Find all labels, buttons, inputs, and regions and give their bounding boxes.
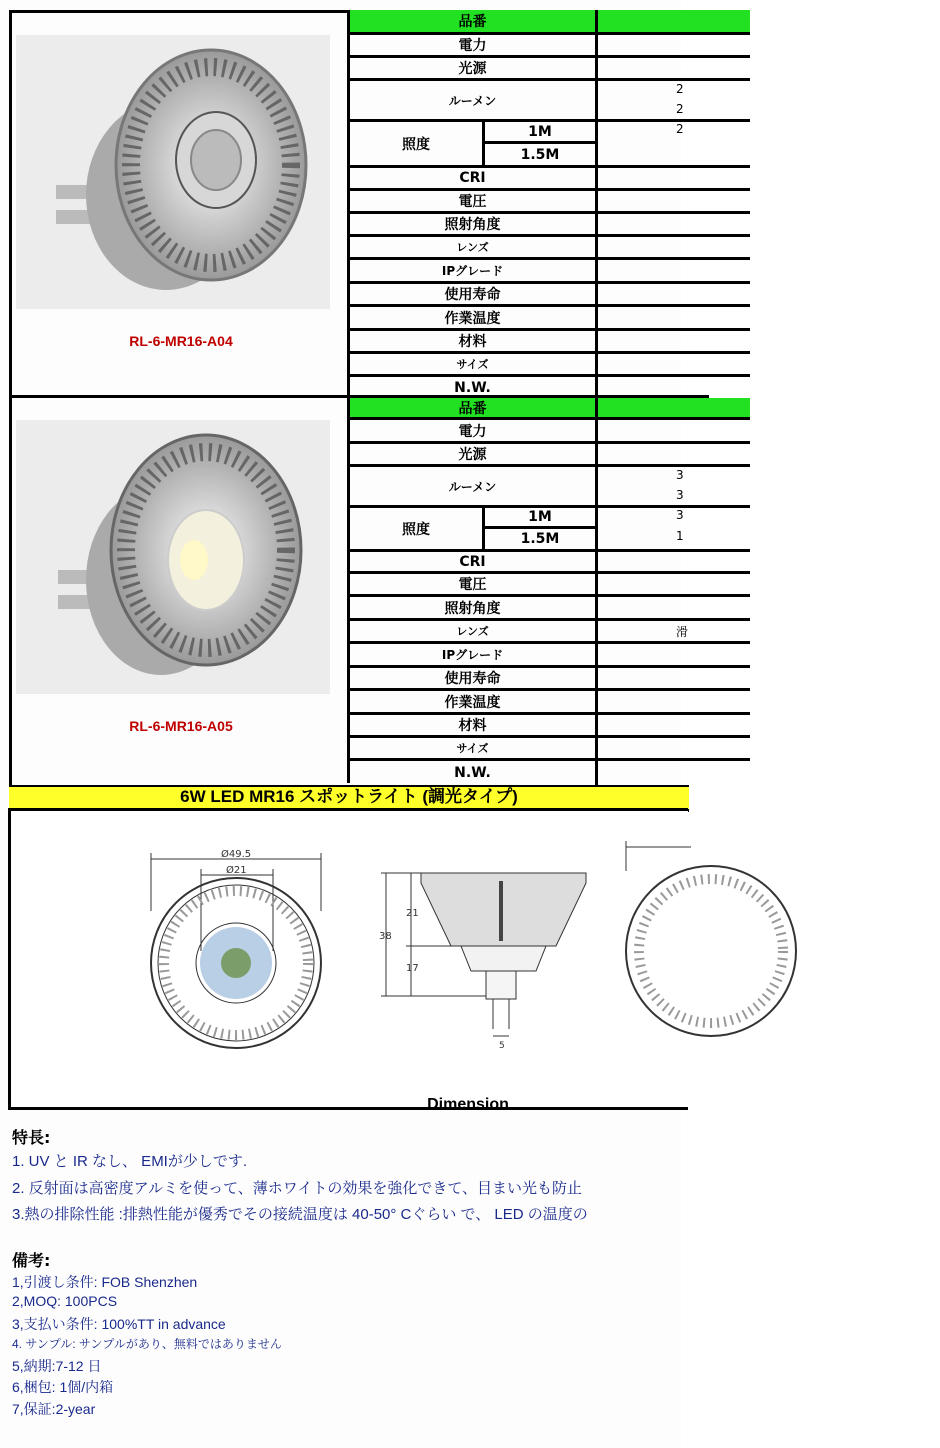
spec-row-size: サイズ [350,738,750,761]
spec-row-size: サイズ [350,354,750,377]
spec-row-material: 材料 [350,715,750,738]
spec-row-cri: CRI [350,552,750,574]
spec-row-operating-temp: 作業温度 [350,307,750,331]
spec-row-lifetime: 使用寿命 [350,284,750,307]
dimension-drawing [11,811,691,1111]
product-section-2 [9,398,709,785]
spec-row-nw: N.W. [350,377,750,398]
product-model-label: RL-6-MR16-A04 [129,333,233,349]
remark-item: 7,保証:2-year [12,1401,96,1417]
remark-item: 3,支払い条件: 100%TT in advance [12,1316,226,1332]
product-photo-cell [12,13,350,398]
remark-item: 5,納期:7-12 日 [12,1358,102,1374]
spec-row-voltage: 電圧 [350,574,750,597]
dim-bottom-height: 17 [406,963,419,974]
spec-row-illuminance: 照度 1M 1.5M 3 1 [350,508,750,552]
remark-item: 1,引渡し条件: FOB Shenzhen [12,1274,198,1290]
remark-item: 6,梱包: 1個/内箱 [12,1379,114,1395]
spec-row-lifetime: 使用寿命 [350,668,750,691]
spec-row-part-no: 品番 [350,398,750,420]
dimension-label: Dimension [427,1096,509,1113]
features-heading: 特長: [12,1128,51,1147]
spec-row-lumen: ルーメン 2 2 [350,81,750,122]
spec-row-nw: N.W. [350,761,750,785]
product-banner: 6W LED MR16 スポットライト (調光タイプ) [9,785,689,812]
spec-row-light-source: 光源 [350,58,750,81]
spec-row-lumen: ルーメン 3 3 [350,467,750,508]
spec-row-power: 電力 [350,35,750,58]
product-section-1 [9,10,709,398]
dim-inner-diameter: Ø21 [226,865,247,876]
spec-row-ip-grade: IPグレード [350,260,750,284]
spec-row-beam-angle: 照射角度 [350,214,750,237]
remarks-heading: 備考: [12,1251,51,1270]
product-model-label: RL-6-MR16-A05 [129,718,233,734]
dim-top-height: 21 [406,908,419,919]
product-photo-cell [12,398,350,783]
spec-row-operating-temp: 作業温度 [350,691,750,715]
spec-row-ip-grade: IPグレード [350,644,750,668]
spec-row-voltage: 電圧 [350,191,750,214]
spec-row-illuminance: 照度 1M 1.5M 2 [350,122,750,168]
dim-outer-diameter: Ø49.5 [221,849,252,860]
dim-pin-spacing: 5 [499,1041,505,1051]
spec-row-power: 電力 [350,420,750,444]
spec-row-material: 材料 [350,331,750,354]
remark-item: 2,MOQ: 100PCS [12,1293,118,1309]
feature-item: 1. UV と IR なし、 EMIが少しです. [12,1153,248,1170]
feature-item: 2. 反射面は高密度アルミを使って、薄ホワイトの効果を強化できて、目まい光も防止 [12,1180,583,1197]
remark-item: 4. サンプル: サンプルがあり、無料ではありません [12,1337,282,1351]
spec-row-lens: レンズ 滑 [350,621,750,644]
spec-row-cri: CRI [350,168,750,191]
dim-total-height: 38 [379,931,392,942]
spec-row-lens: レンズ [350,237,750,260]
spec-row-beam-angle: 照射角度 [350,597,750,621]
feature-item: 3.熱の排除性能 :排熱性能が優秀でその接続温度は 40-50° Cぐらい で、 LED の温度の [12,1206,588,1223]
spec-row-part-no: 品番 [350,10,750,35]
dimension-drawing-box [8,808,688,1113]
spec-row-light-source: 光源 [350,444,750,467]
product-photo [16,35,330,309]
product-photo [16,420,330,694]
